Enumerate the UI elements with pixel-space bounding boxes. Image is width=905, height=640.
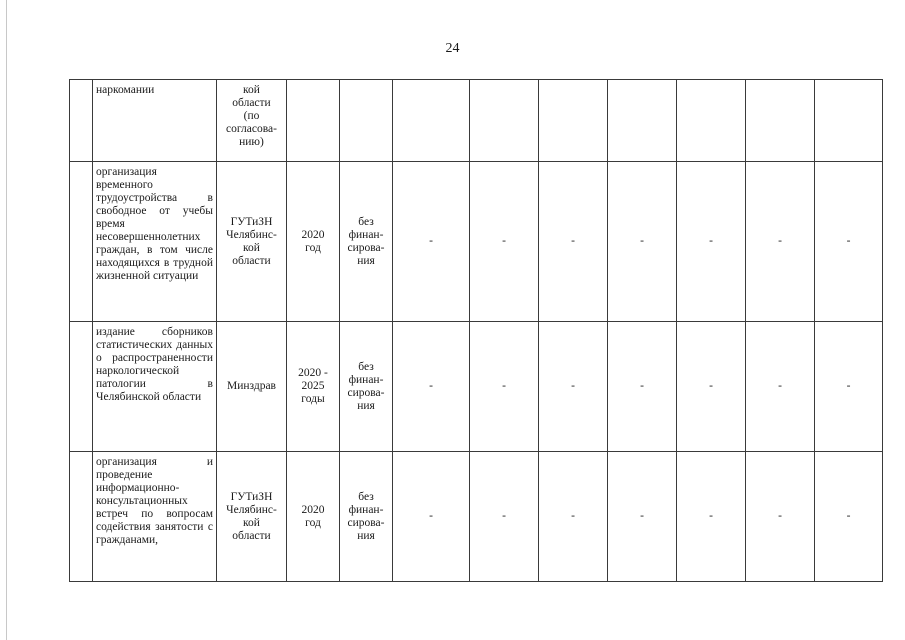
executor-cell: кой области (по согласова- нию)	[217, 80, 287, 162]
value-cell: -	[393, 322, 470, 452]
value-cell: -	[608, 452, 677, 582]
measure-cell: организация и проведение информационно-консультационных встреч по вопросам содействия занятости с гражданами,	[93, 452, 217, 582]
value-cell: -	[539, 322, 608, 452]
value-cell: -	[746, 162, 815, 322]
value-cell: -	[470, 322, 539, 452]
value-cell: -	[470, 452, 539, 582]
value-cell: -	[815, 452, 883, 582]
page-margin-line	[6, 0, 7, 640]
executor-cell: ГУТиЗН Челябинс- кой области	[217, 162, 287, 322]
financing-cell	[340, 80, 393, 162]
value-cell	[470, 80, 539, 162]
table-row	[70, 452, 883, 582]
table-row	[70, 162, 883, 322]
table-row	[70, 80, 883, 162]
table-row	[70, 322, 883, 452]
financing-cell: без финан- сирова- ния	[340, 452, 393, 582]
measure-cell: издание сборников статистических данных о распространенности наркологической патологии в Челябинской области	[93, 322, 217, 452]
value-cell: -	[539, 452, 608, 582]
value-cell	[677, 80, 746, 162]
value-cell: -	[539, 162, 608, 322]
value-cell: -	[677, 162, 746, 322]
measure-cell: организация временного трудоустройства в свободное от учебы время несовершеннолетних граждан, в том числе находящихся в трудной жизненной ситуации	[93, 162, 217, 322]
value-cell	[746, 80, 815, 162]
period-cell	[287, 80, 340, 162]
value-cell: -	[608, 162, 677, 322]
program-table	[69, 79, 883, 582]
value-cell	[815, 80, 883, 162]
measure-cell: наркомании	[93, 80, 217, 162]
value-cell: -	[815, 322, 883, 452]
value-cell: -	[677, 322, 746, 452]
value-cell: -	[746, 452, 815, 582]
row-number-cell	[70, 322, 93, 452]
row-number-cell	[70, 452, 93, 582]
executor-cell: Минздрав	[217, 322, 287, 452]
row-number-cell	[70, 80, 93, 162]
value-cell: -	[470, 162, 539, 322]
row-number-cell	[70, 162, 93, 322]
value-cell	[608, 80, 677, 162]
executor-cell: ГУТиЗН Челябинс- кой области	[217, 452, 287, 582]
period-cell: 2020 год	[287, 452, 340, 582]
financing-cell: без финан- сирова- ния	[340, 162, 393, 322]
value-cell: -	[393, 162, 470, 322]
period-cell: 2020 - 2025 годы	[287, 322, 340, 452]
page-number: 24	[445, 41, 460, 56]
value-cell: -	[677, 452, 746, 582]
value-cell: -	[393, 452, 470, 582]
value-cell: -	[815, 162, 883, 322]
value-cell: -	[608, 322, 677, 452]
financing-cell: без финан- сирова- ния	[340, 322, 393, 452]
period-cell: 2020 год	[287, 162, 340, 322]
value-cell	[393, 80, 470, 162]
value-cell: -	[746, 322, 815, 452]
value-cell	[539, 80, 608, 162]
